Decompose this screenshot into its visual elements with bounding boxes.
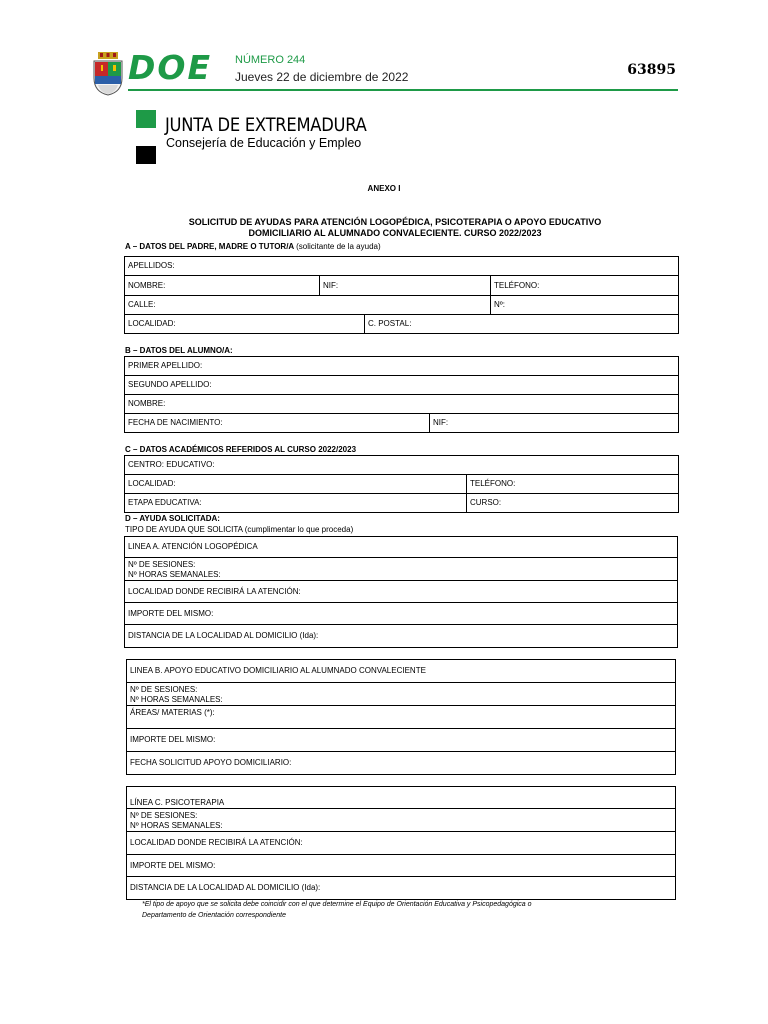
doe-logo: DOE — [128, 48, 212, 87]
section-a-note: (solicitante de la ayuda) — [296, 242, 381, 251]
form-title-line-1: SOLICITUD DE AYUDAS PARA ATENCIÓN LOGOPÉDICA, PSICOTERAPIA O APOYO EDUCATIVO — [188, 217, 602, 227]
centro-educativo-field[interactable]: CENTRO: EDUCATIVO: — [125, 456, 679, 475]
localidad-field[interactable]: LOCALIDAD: — [125, 315, 365, 334]
form-title — [110, 217, 680, 239]
footnote-line-1: *El tipo de apoyo que se solicita debe coincidir con el que determine el Equipo de Orientación Educativa y Psicopedagógica o — [142, 901, 532, 908]
black-square-icon — [136, 146, 156, 164]
linea-c-distancia-field[interactable]: DISTANCIA DE LA LOCALIDAD AL DOMICILIO (Ida): — [127, 877, 676, 900]
linea-b-title: LINEA B. APOYO EDUCATIVO DOMICILIARIO AL ALUMNADO CONVALECIENTE — [127, 660, 676, 683]
green-square-icon — [136, 110, 156, 128]
section-c-title: C – DATOS ACADÉMICOS REFERIDOS AL CURSO 2022/2023 — [125, 445, 357, 454]
centro-localidad-field[interactable]: LOCALIDAD: — [125, 475, 467, 494]
segundo-apellido-field[interactable]: SEGUNDO APELLIDO: — [125, 376, 679, 395]
primer-apellido-field[interactable]: PRIMER APELLIDO: — [125, 357, 679, 376]
linea-a-localidad-field[interactable]: LOCALIDAD DONDE RECIBIRÁ LA ATENCIÓN: — [125, 581, 678, 603]
issue-date: Jueves 22 de diciembre de 2022 — [235, 70, 409, 84]
junta-logo — [136, 110, 396, 164]
linea-b-importe-field[interactable]: IMPORTE DEL MISMO: — [127, 729, 676, 752]
doe-header — [92, 48, 678, 92]
nif-field[interactable]: NIF: — [320, 276, 491, 296]
linea-b-areas-field[interactable]: ÁREAS/ MATERIAS (*): — [127, 706, 676, 729]
extremadura-seal-icon — [92, 52, 124, 96]
linea-b-sesiones-field[interactable] — [127, 683, 676, 706]
section-a-table — [124, 256, 679, 334]
fecha-nacimiento-field[interactable]: FECHA DE NACIMIENTO: — [125, 414, 430, 433]
linea-b-horas-label: Nº HORAS SEMANALES: — [130, 695, 223, 704]
junta-name: JUNTA DE EXTREMADURA — [165, 114, 367, 136]
linea-a-table — [124, 536, 678, 648]
curso-field[interactable]: CURSO: — [467, 494, 679, 513]
linea-a-importe-field[interactable]: IMPORTE DEL MISMO: — [125, 603, 678, 625]
linea-c-localidad-field[interactable]: LOCALIDAD DONDE RECIBIRÁ LA ATENCIÓN: — [127, 832, 676, 855]
linea-a-sesiones-label: Nº DE SESIONES: — [128, 560, 196, 569]
linea-c-sesiones-label: Nº DE SESIONES: — [130, 811, 198, 820]
apellidos-field[interactable]: APELLIDOS: — [125, 257, 679, 276]
linea-c-horas-label: Nº HORAS SEMANALES: — [130, 821, 223, 830]
alumno-nif-field[interactable]: NIF: — [430, 414, 679, 433]
issue-number: NÚMERO 244 — [235, 54, 306, 66]
etapa-educativa-field[interactable]: ETAPA EDUCATIVA: — [125, 494, 467, 513]
linea-a-horas-label: Nº HORAS SEMANALES: — [128, 570, 221, 579]
alumno-nombre-field[interactable]: NOMBRE: — [125, 395, 679, 414]
page-number: 63895 — [627, 62, 676, 78]
linea-b-table — [126, 659, 676, 775]
footnote-line-2: Departamento de Orientación correspondiente — [142, 912, 286, 919]
junta-department: Consejería de Educación y Empleo — [166, 136, 362, 150]
footnote — [142, 899, 662, 921]
telefono-field[interactable]: TELÉFONO: — [491, 276, 679, 296]
form-title-line-2: DOMICILIARIO AL ALUMNADO CONVALECIENTE. CURSO 2022/2023 — [248, 228, 542, 238]
linea-a-sesiones-field[interactable] — [125, 558, 678, 581]
centro-telefono-field[interactable]: TELÉFONO: — [467, 475, 679, 494]
linea-b-sesiones-label: Nº DE SESIONES: — [130, 685, 198, 694]
section-a-title — [125, 242, 381, 251]
header-divider — [128, 89, 678, 91]
linea-c-sesiones-field[interactable] — [127, 809, 676, 832]
section-d-subtitle: TIPO DE AYUDA QUE SOLICITA (cumplimentar lo que proceda) — [125, 525, 354, 534]
section-d-title: D – AYUDA SOLICITADA: — [125, 514, 220, 523]
section-c-table — [124, 455, 679, 513]
linea-c-title: LÍNEA C. PSICOTERAPIA — [127, 787, 676, 809]
linea-a-distancia-field[interactable]: DISTANCIA DE LA LOCALIDAD AL DOMICILIO (Ida): — [125, 625, 678, 648]
section-b-table — [124, 356, 679, 433]
section-a-heading: A – DATOS DEL PADRE, MADRE O TUTOR/A — [125, 242, 294, 251]
linea-c-table — [126, 786, 676, 900]
nombre-field[interactable]: NOMBRE: — [125, 276, 320, 296]
linea-a-title: LINEA A. ATENCIÓN LOGOPÉDICA — [125, 537, 678, 558]
linea-c-importe-field[interactable]: IMPORTE DEL MISMO: — [127, 855, 676, 877]
linea-b-fecha-field[interactable]: FECHA SOLICITUD APOYO DOMICILIARIO: — [127, 752, 676, 775]
numero-field[interactable]: Nº: — [491, 296, 679, 315]
calle-field[interactable]: CALLE: — [125, 296, 491, 315]
section-b-title: B – DATOS DEL ALUMNO/A: — [125, 346, 233, 355]
postal-code-field[interactable]: C. POSTAL: — [365, 315, 679, 334]
annex-heading: ANEXO I — [367, 184, 401, 193]
